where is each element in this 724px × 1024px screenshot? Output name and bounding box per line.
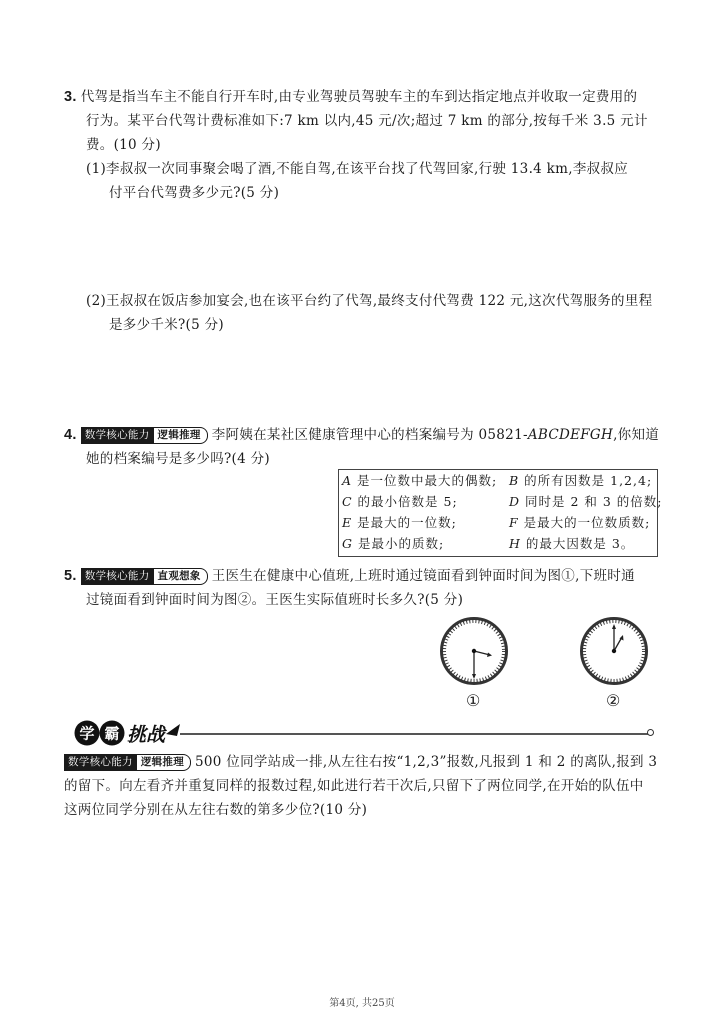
q5-text-1: 王医生在健康中心值班,上班时通过镜面看到钟面时间为图①,下班时通 [211,568,635,584]
q5-line-1 [64,566,635,586]
clock-1 [440,617,508,685]
q3-sub2-label: (2) [86,293,107,309]
challenge-banner [74,718,184,748]
q4-line-2: 她的档案编号是多少吗?(4 分) [86,451,270,467]
clue-c: C 的最小倍数是 5; [342,494,458,509]
challenge-line-3: 这两位同学分别在从左往右数的第多少位?(10 分) [64,802,368,818]
clock-2 [580,617,648,685]
core-ability-tag: 数学核心能力 [81,568,154,585]
banner-divider [180,733,648,735]
q4-number: 4. [64,427,77,443]
svg-text:霸: 霸 [104,724,120,743]
challenge-banner-icon [74,718,184,748]
challenge-text-1: 500 位同学站成一排,从左往右按“1,2,3”报数,凡报到 1 和 2 的离队,报到 3 [195,754,658,770]
q3-sub2-line-1 [86,291,652,311]
q3-sub1-label: (1) [86,161,107,177]
q4-text-1: 李阿姨在某社区健康管理中心的档案编号为 05821- [211,427,528,443]
q3-sub1-text-1: 李叔叔一次同事聚会喝了酒,不能自驾,在该平台找了代驾回家,行驶 13.4 km,李叔叔应 [106,161,629,177]
challenge-line-1 [64,752,657,772]
q3-text-1: 代驾是指当车主不能自行开车时,由专业驾驶员驾驶车主的车到达指定地点并收取一定费用的 [80,89,638,105]
svg-text:挑战: 挑战 [127,724,166,746]
q3-sub1-line-2: 付平台代驾费多少元?(5 分) [109,185,280,201]
clue-b: B 的所有因数是 1,2,4; [509,473,653,488]
q4-line-1 [64,425,659,445]
clue-table [338,469,663,557]
q4-code: ABCDEFGH [527,427,614,443]
q5-number: 5. [64,568,77,584]
q3-sub2-text-1: 王叔叔在饭店参加宴会,也在该平台约了代驾,最终支付代驾费 122 元,这次代驾服务的里程 [106,293,653,309]
core-ability-tag: 数学核心能力 [81,427,154,444]
clock-1-label: ① [466,691,481,710]
q3-line-3: 费。(10 分) [86,137,161,153]
clue-d: D 同时是 2 和 3 的倍数; [509,494,663,509]
svg-text:学: 学 [79,724,95,743]
q5-line-2: 过镜面看到钟面时间为图②。王医生实际值班时长多久?(5 分) [86,592,464,608]
clock-2-label: ② [606,691,621,710]
q3-sub1-line-1 [86,159,628,179]
clue-f: F 是最大的一位数质数; [509,515,651,530]
core-ability-tag: 数学核心能力 [64,754,137,771]
q3-number: 3. [64,89,77,105]
logic-reasoning-tag: 逻辑推理 [154,427,208,444]
page-footer: 第4页, 共25页 [329,998,395,1009]
q3-sub2-line-2: 是多少千米?(5 分) [109,317,224,333]
challenge-line-2: 的留下。向左看齐并重复同样的报数过程,如此进行若干次后,只留下了两位同学,在开始的队伍中 [64,778,644,794]
clue-h: H 的最大因数是 3。 [509,536,635,551]
logic-reasoning-tag: 逻辑推理 [137,754,191,771]
clock-1-face-icon [440,617,508,685]
clue-g: G 是最小的质数; [342,536,445,551]
clock-2-face-icon [580,617,648,685]
q4-text-1-tail: ,你知道 [613,427,660,443]
q3-line-1 [64,87,637,107]
q3-line-2: 行为。某平台代驾计费标准如下:7 km 以内,45 元/次;超过 7 km 的部分,按每千米 3.5 元计 [86,113,648,129]
visual-imagination-tag: 直观想象 [154,568,208,585]
banner-divider-end-dot [647,729,654,736]
clue-a: A 是一位数中最大的偶数; [342,473,498,488]
clue-e: E 是最大的一位数; [342,515,457,530]
